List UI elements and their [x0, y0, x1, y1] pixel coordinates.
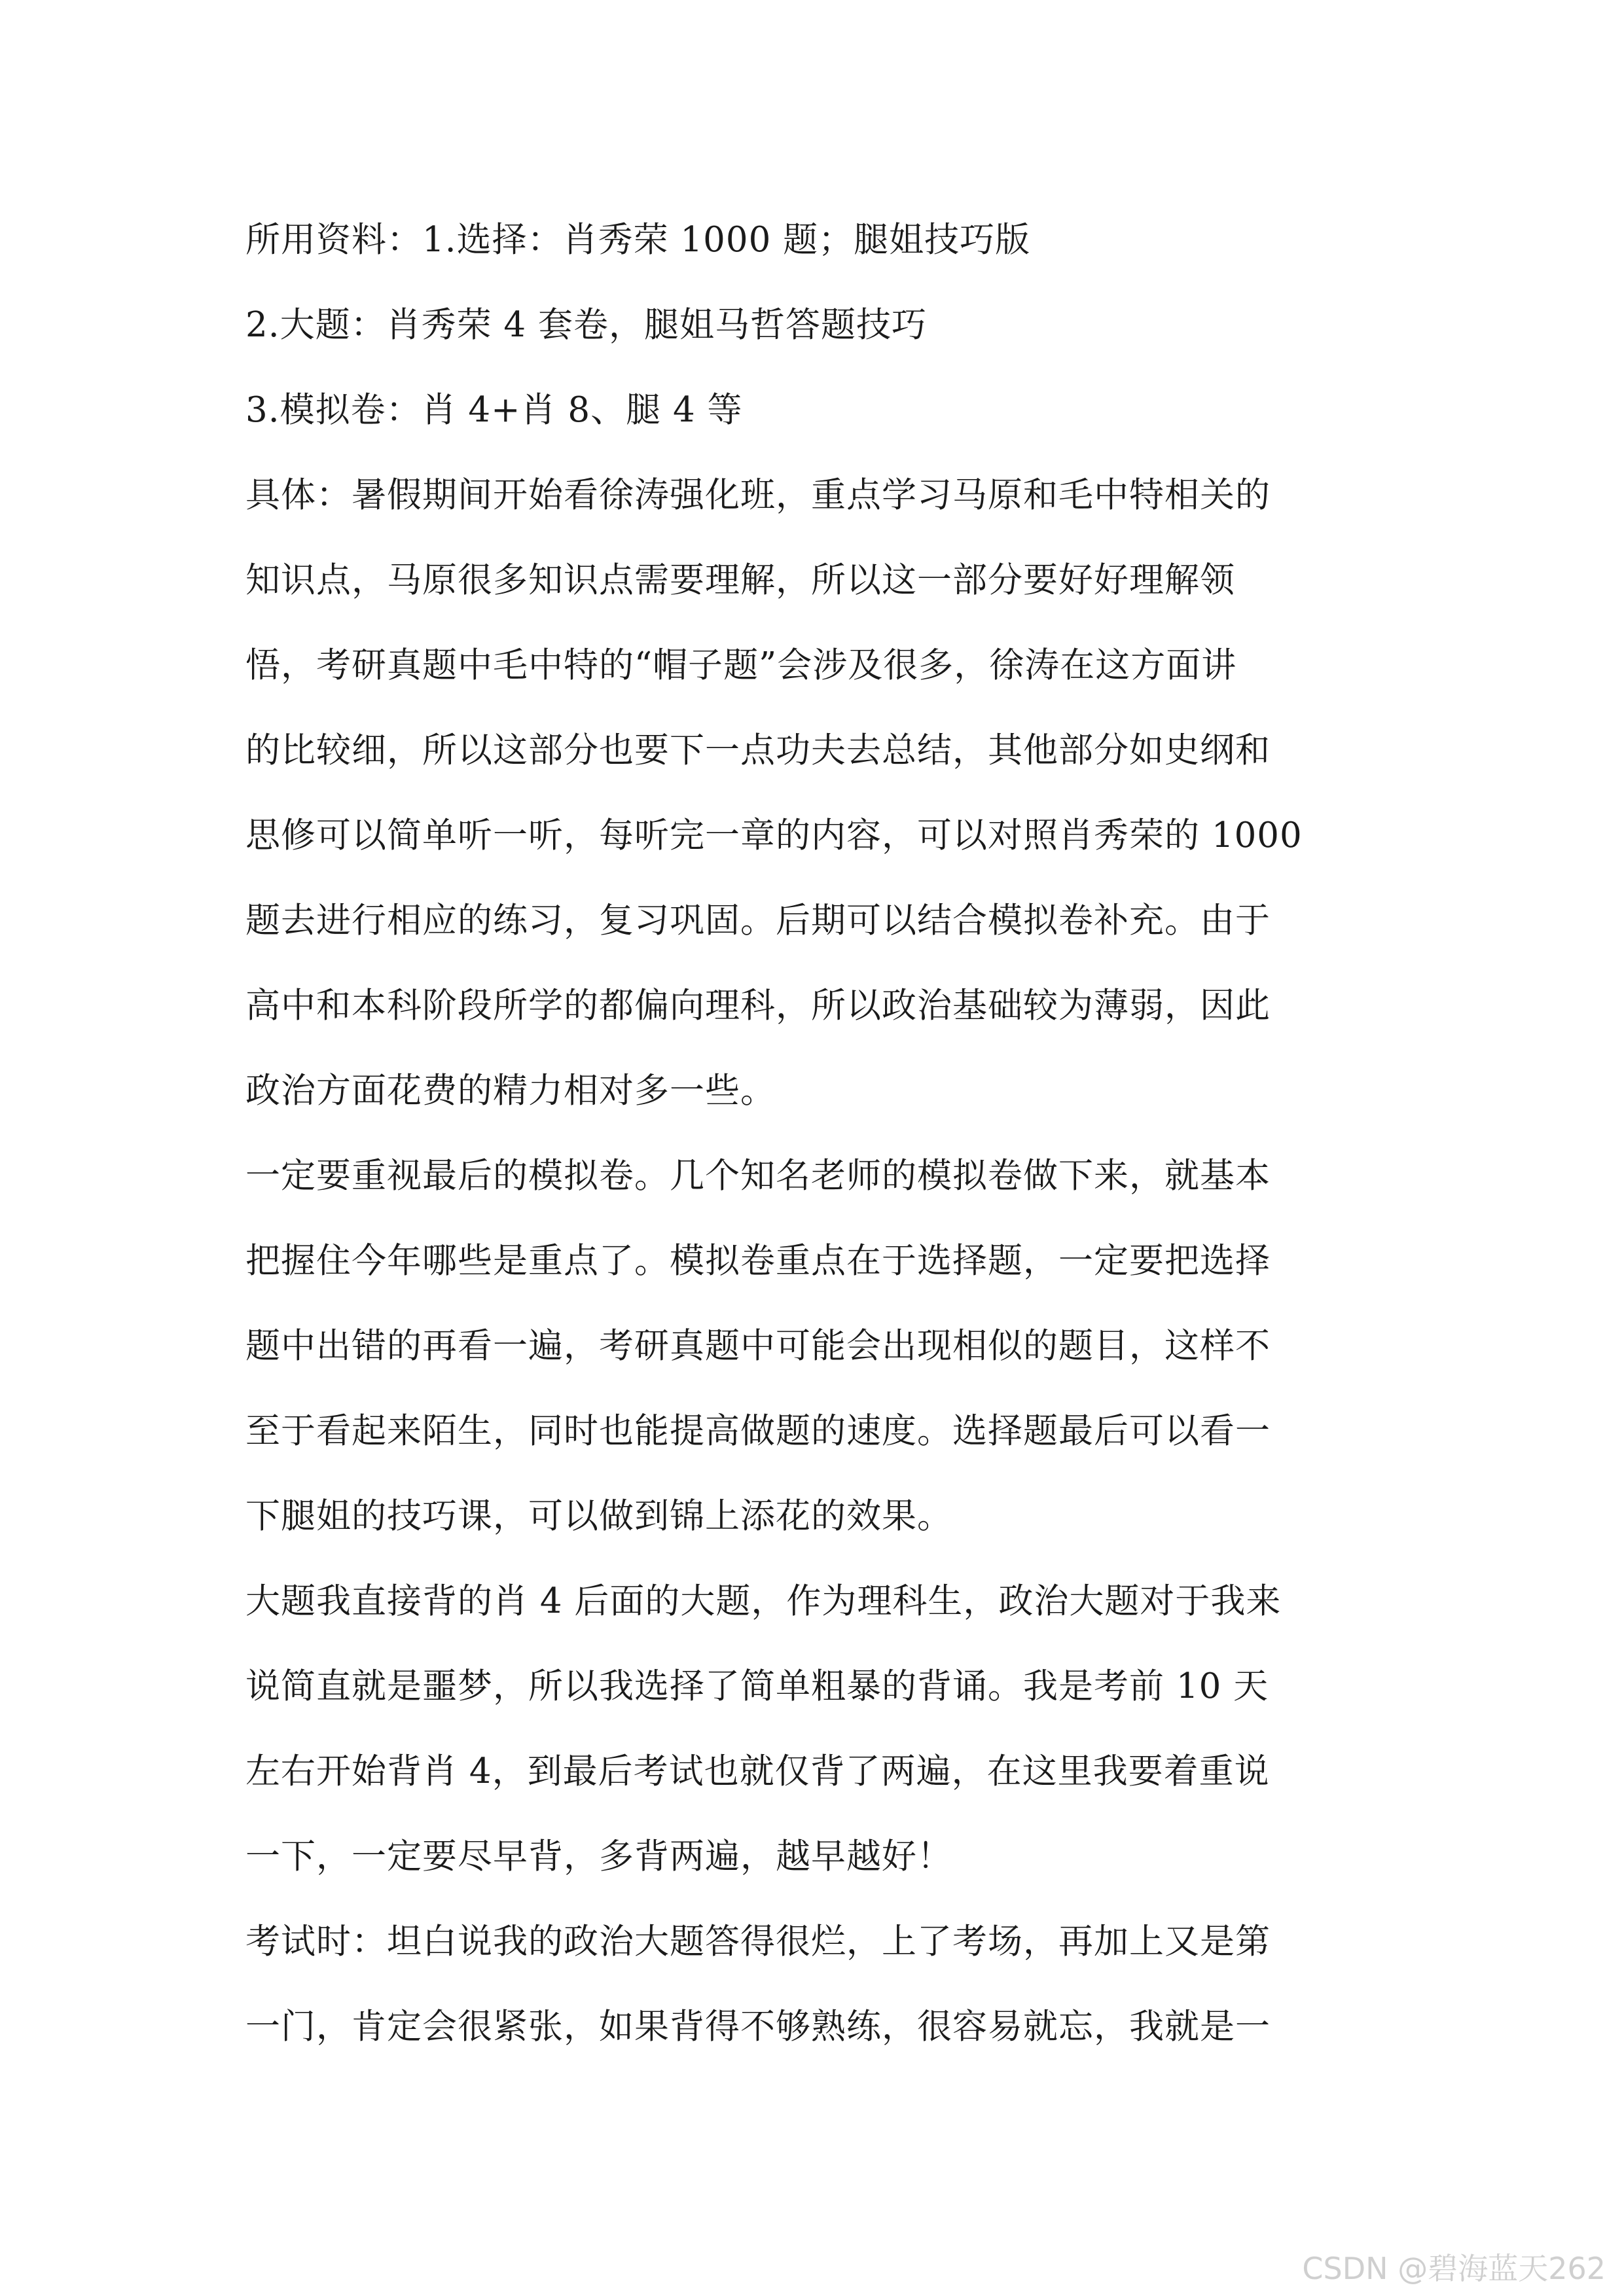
text-line: 悟，考研真题中毛中特的“帽子题”会涉及很多，徐涛在这方面讲: [245, 645, 1237, 685]
text-line: 高中和本科阶段所学的都偏向理科，所以政治基础较为薄弱，因此: [245, 986, 1271, 1026]
watermark: CSDN @碧海蓝天262: [1302, 2251, 1606, 2286]
text-line: 知识点，马原很多知识点需要理解，所以这一部分要好好理解领: [245, 560, 1235, 600]
text-line: 题中出错的再看一遍，考研真题中可能会出现相似的题目，这样不: [245, 1326, 1271, 1366]
text-line: 大题我直接背的肖 4 后面的大题，作为理科生，政治大题对于我来: [245, 1581, 1282, 1621]
text-line: 思修可以简单听一听，每听完一章的内容，可以对照肖秀荣的 1000: [245, 816, 1303, 855]
text-line: 一下，一定要尽早背，多背两遍，越早越好！: [245, 1837, 952, 1876]
text-line: 题去进行相应的练习，复习巩固。后期可以结合模拟卷补充。由于: [245, 901, 1271, 941]
text-line: 一定要重视最后的模拟卷。几个知名老师的模拟卷做下来，就基本: [245, 1156, 1271, 1196]
text-line: 说简直就是噩梦，所以我选择了简单粗暴的背诵。我是考前 10 天: [245, 1666, 1269, 1706]
text-line: 的比较细，所以这部分也要下一点功夫去总结，其他部分如史纲和: [245, 730, 1271, 770]
text-line: 政治方面花费的精力相对多一些。: [245, 1071, 776, 1111]
text-line: 3.模拟卷：肖 4+肖 8、腿 4 等: [245, 390, 743, 430]
text-line: 考试时：坦白说我的政治大题答得很烂，上了考场，再加上又是第: [245, 1922, 1271, 1962]
text-line: 具体：暑假期间开始看徐涛强化班，重点学习马原和毛中特相关的: [245, 475, 1271, 515]
text-line: 下腿姐的技巧课，可以做到锦上添花的效果。: [245, 1496, 952, 1536]
text-line: 一门，肯定会很紧张，如果背得不够熟练，很容易就忘，我就是一: [245, 2007, 1271, 2047]
text-line: 把握住今年哪些是重点了。模拟卷重点在于选择题，一定要把选择: [245, 1241, 1271, 1281]
text-line: 所用资料：1.选择：肖秀荣 1000 题；腿姐技巧版: [245, 220, 1031, 260]
text-line: 左右开始背肖 4，到最后考试也就仅背了两遍，在这里我要着重说: [245, 1751, 1270, 1791]
text-line: 至于看起来陌生，同时也能提高做题的速度。选择题最后可以看一: [245, 1411, 1271, 1451]
document-body: [245, 198, 1371, 2070]
text-line: 2.大题：肖秀荣 4 套卷，腿姐马哲答题技巧: [245, 305, 927, 345]
